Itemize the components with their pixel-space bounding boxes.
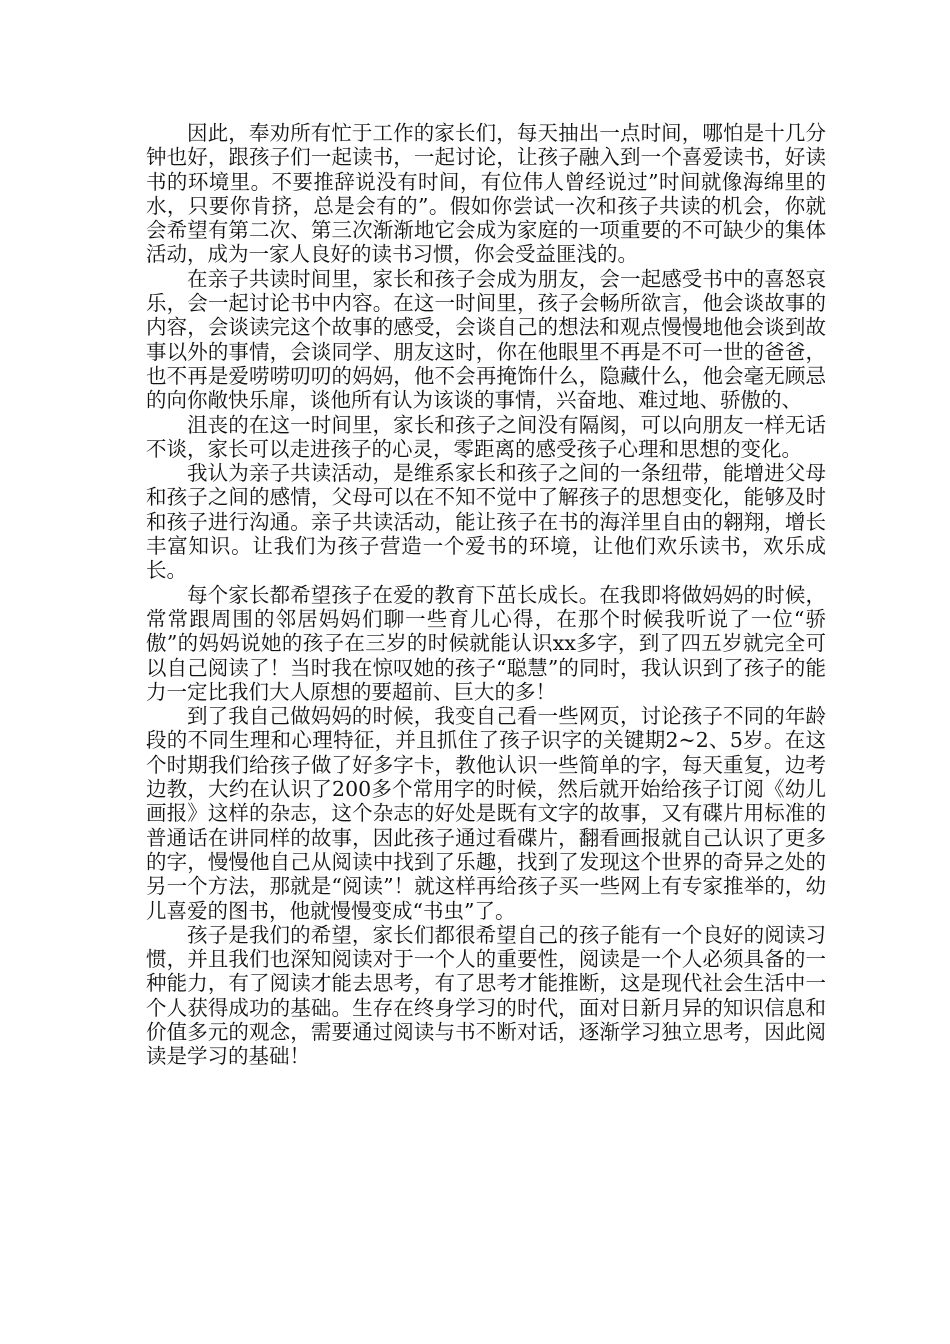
paragraph-6: 到了我自己做妈妈的时候，我变自己看一些网页，讨论孩子不同的年龄段的不同生理和心理特征，并且抓住了孩子识字的关键期2~2、5岁。在这个时期我们给孩子做了好多字卡，教他认识一些简单的字，每天重复，边考边教，大约在认识了200多个常用字的时候，然后就开始给孩子订阅《幼儿画报》这样的杂志，这个杂志的好处是既有文字的故事，又有碟片用标准的普通话在讲同样的故事，因此孩子通过看碟片，翻看画报就自己认识了更多的字，慢慢他自己从阅读中找到了乐趣，找到了发现这个世界的奇异之处的另一个方法，那就是“阅读”！就这样再给孩子买一些网上有专家推举的，幼儿喜爱的图书，他就慢慢变成“书虫”了。 bbox=[146, 704, 826, 923]
paragraph-3: 沮丧的在这一时间里，家长和孩子之间没有隔阂，可以向朋友一样无话不谈，家长可以走进孩子的心灵，零距离的感受孩子心理和思想的变化。 bbox=[146, 412, 826, 461]
paragraph-5: 每个家长都希望孩子在爱的教育下茁长成长。在我即将做妈妈的时候，常常跟周围的邻居妈妈们聊一些育儿心得，在那个时候我听说了一位“骄傲”的妈妈说她的孩子在三岁的时候就能认识xx多字，到了四五岁就完全可以自己阅读了！当时我在惊叹她的孩子“聪慧”的同时，我认识到了孩子的能力一定比我们大人原想的要超前、巨大的多！ bbox=[146, 582, 826, 704]
paragraph-2: 在亲子共读时间里，家长和孩子会成为朋友，会一起感受书中的喜怒哀乐，会一起讨论书中内容。在这一时间里，孩子会畅所欲言，他会谈故事的内容，会谈读完这个故事的感受，会谈自己的想法和观点慢慢地他会谈到故事以外的事情，会谈同学、朋友这时，你在他眼里不再是不可一世的爸爸，也不再是爱唠唠叨叨的妈妈，他不会再掩饰什么，隐藏什么，他会毫无顾忌的向你敞快乐扉，谈他所有认为该谈的事情，兴奋地、难过地、骄傲的、 bbox=[146, 266, 826, 413]
document-body bbox=[146, 121, 826, 1069]
paragraph-1: 因此，奉劝所有忙于工作的家长们，每天抽出一点时间，哪怕是十几分钟也好，跟孩子们一起读书，一起讨论，让孩子融入到一个喜爱读书，好读书的环境里。不要推辞说没有时间，有位伟人曾经说过”时间就像海绵里的水，只要你肯挤，总是会有的”。假如你尝试一次和孩子共读的机会，你就会希望有第二次、第三次渐渐地它会成为家庭的一项重要的不可缺少的集体活动，成为一家人良好的读书习惯，你会受益匪浅的。 bbox=[146, 121, 826, 267]
paragraph-7: 孩子是我们的希望，家长们都很希望自己的孩子能有一个良好的阅读习惯，并且我们也深知阅读对于一个人的重要性，阅读是一个人必须具备的一种能力，有了阅读才能去思考，有了思考才能推断，这是现代社会生活中一个人获得成功的基础。生存在终身学习的时代，面对日新月异的知识信息和价值多元的观念，需要通过阅读与书不断对话，逐渐学习独立思考，因此阅读是学习的基础！ bbox=[146, 922, 826, 1069]
paragraph-4: 我认为亲子共读活动，是维系家长和孩子之间的一条纽带，能增进父母和孩子之间的感情，父母可以在不知不觉中了解孩子的思想变化，能够及时和孩子进行沟通。亲子共读活动，能让孩子在书的海洋里自由的翱翔，增长丰富知识。让我们为孩子营造一个爱书的环境，让他们欢乐读书，欢乐成长。 bbox=[146, 461, 826, 583]
